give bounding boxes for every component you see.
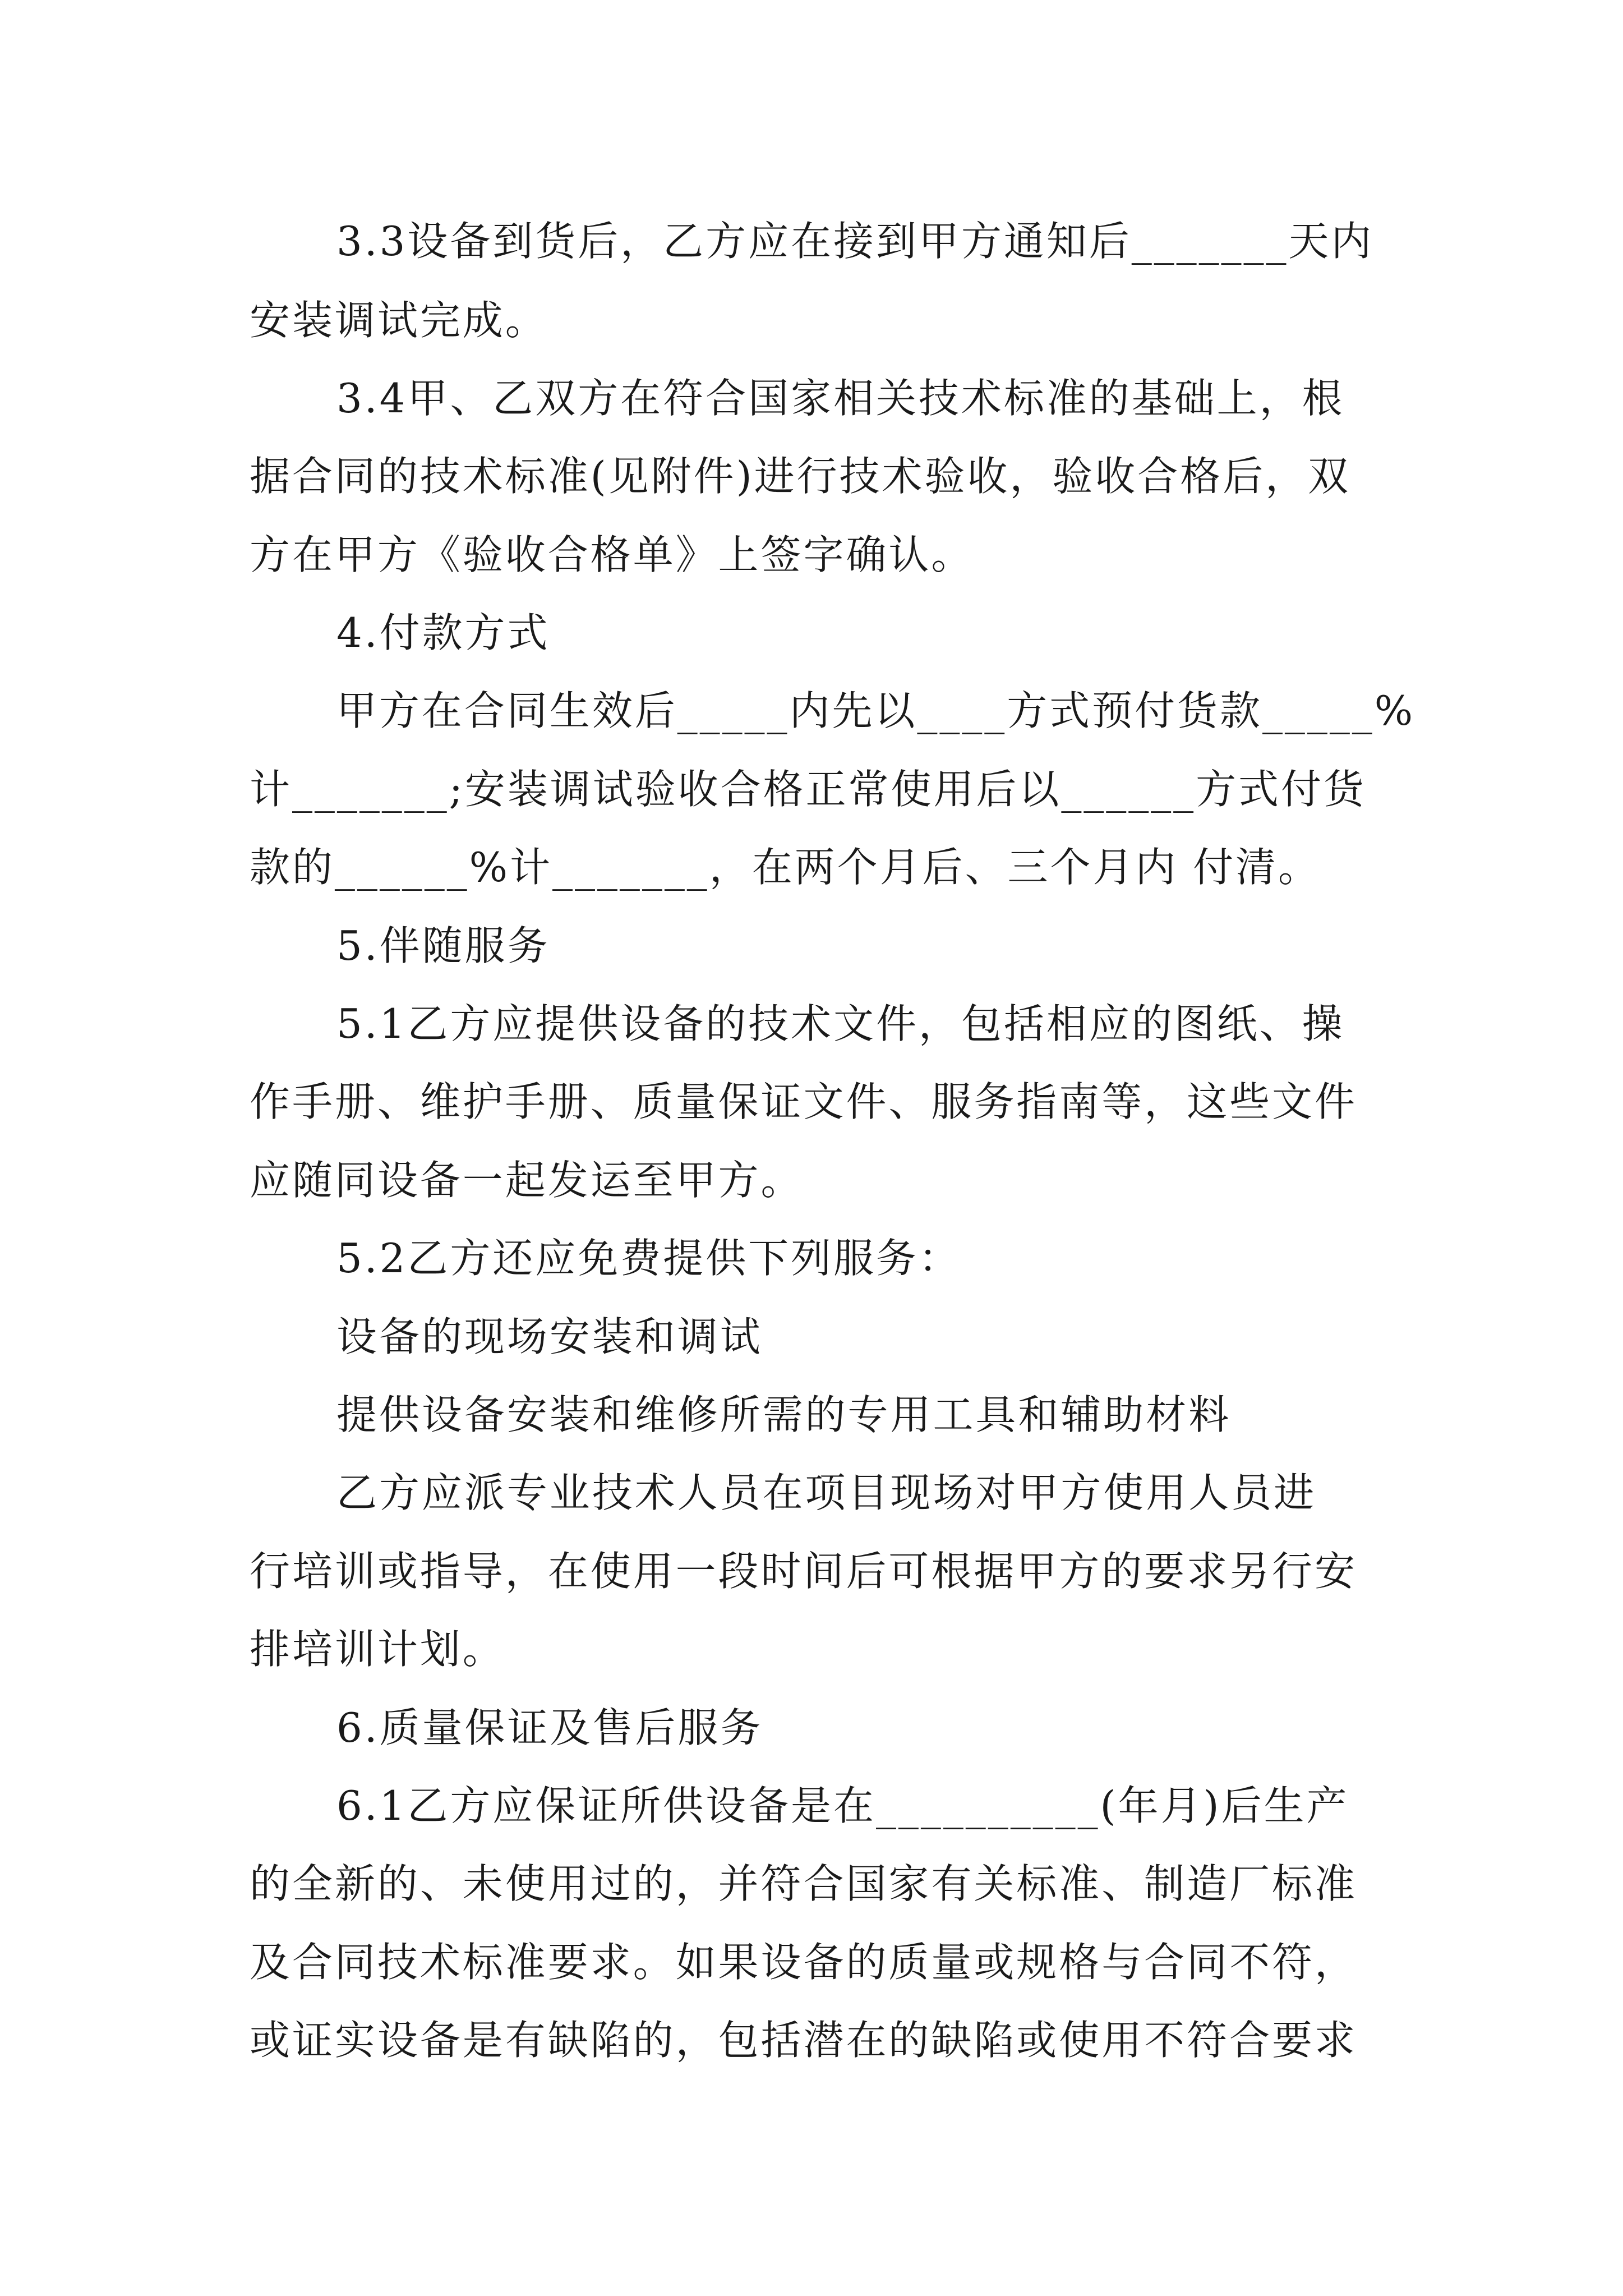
text-line: 排培训计划。: [250, 1626, 505, 1673]
section-heading: 4.付款方式: [336, 609, 550, 656]
section-heading: 5.伴随服务: [336, 922, 550, 969]
list-item: 设备的现场安装和调试: [336, 1313, 763, 1360]
section-heading: 6.质量保证及售后服务: [336, 1704, 763, 1751]
text-line: 甲方在合同生效后_____内先以____方式预付货款_____%: [336, 687, 1415, 734]
text-line: 款的______%计_______，在两个月后、三个月内 付清。: [250, 844, 1321, 891]
list-item: 提供设备安装和维修所需的专用工具和辅助材料: [336, 1391, 1232, 1438]
text-line: 乙方应派专业技术人员在项目现场对甲方使用人员进: [336, 1469, 1317, 1516]
text-line: 应随同设备一起发运至甲方。: [250, 1157, 804, 1204]
text-line: 的全新的、未使用过的，并符合国家有关标准、制造厂标准: [250, 1860, 1357, 1907]
text-line: 或证实设备是有缺陷的，包括潜在的缺陷或使用不符合要求: [250, 2017, 1357, 2064]
text-line: 据合同的技术标准(见附件)进行技术验收，验收合格后，双: [250, 453, 1351, 500]
text-line: 计_______;安装调试验收合格正常使用后以______方式付货: [250, 766, 1366, 813]
text-line: 及合同技术标准要求。如果设备的质量或规格与合同不符，: [250, 1939, 1357, 1986]
text-line: 3.3设备到货后，乙方应在接到甲方通知后_______天内: [336, 218, 1374, 265]
text-line: 3.4甲、乙双方在符合国家相关技术标准的基础上，根: [336, 375, 1345, 422]
text-line: 6.1乙方应保证所供设备是在__________(年月)后生产: [336, 1782, 1349, 1829]
text-line: 作手册、维护手册、质量保证文件、服务指南等，这些文件: [250, 1078, 1357, 1125]
text-line: 安装调试完成。: [250, 297, 548, 344]
text-line: 行培训或指导，在使用一段时间后可根据甲方的要求另行安: [250, 1548, 1357, 1595]
text-line: 5.2乙方还应免费提供下列服务：: [336, 1235, 961, 1282]
text-line: 方在甲方《验收合格单》上签字确认。: [250, 531, 974, 578]
text-line: 5.1乙方应提供设备的技术文件，包括相应的图纸、操: [336, 1000, 1345, 1047]
